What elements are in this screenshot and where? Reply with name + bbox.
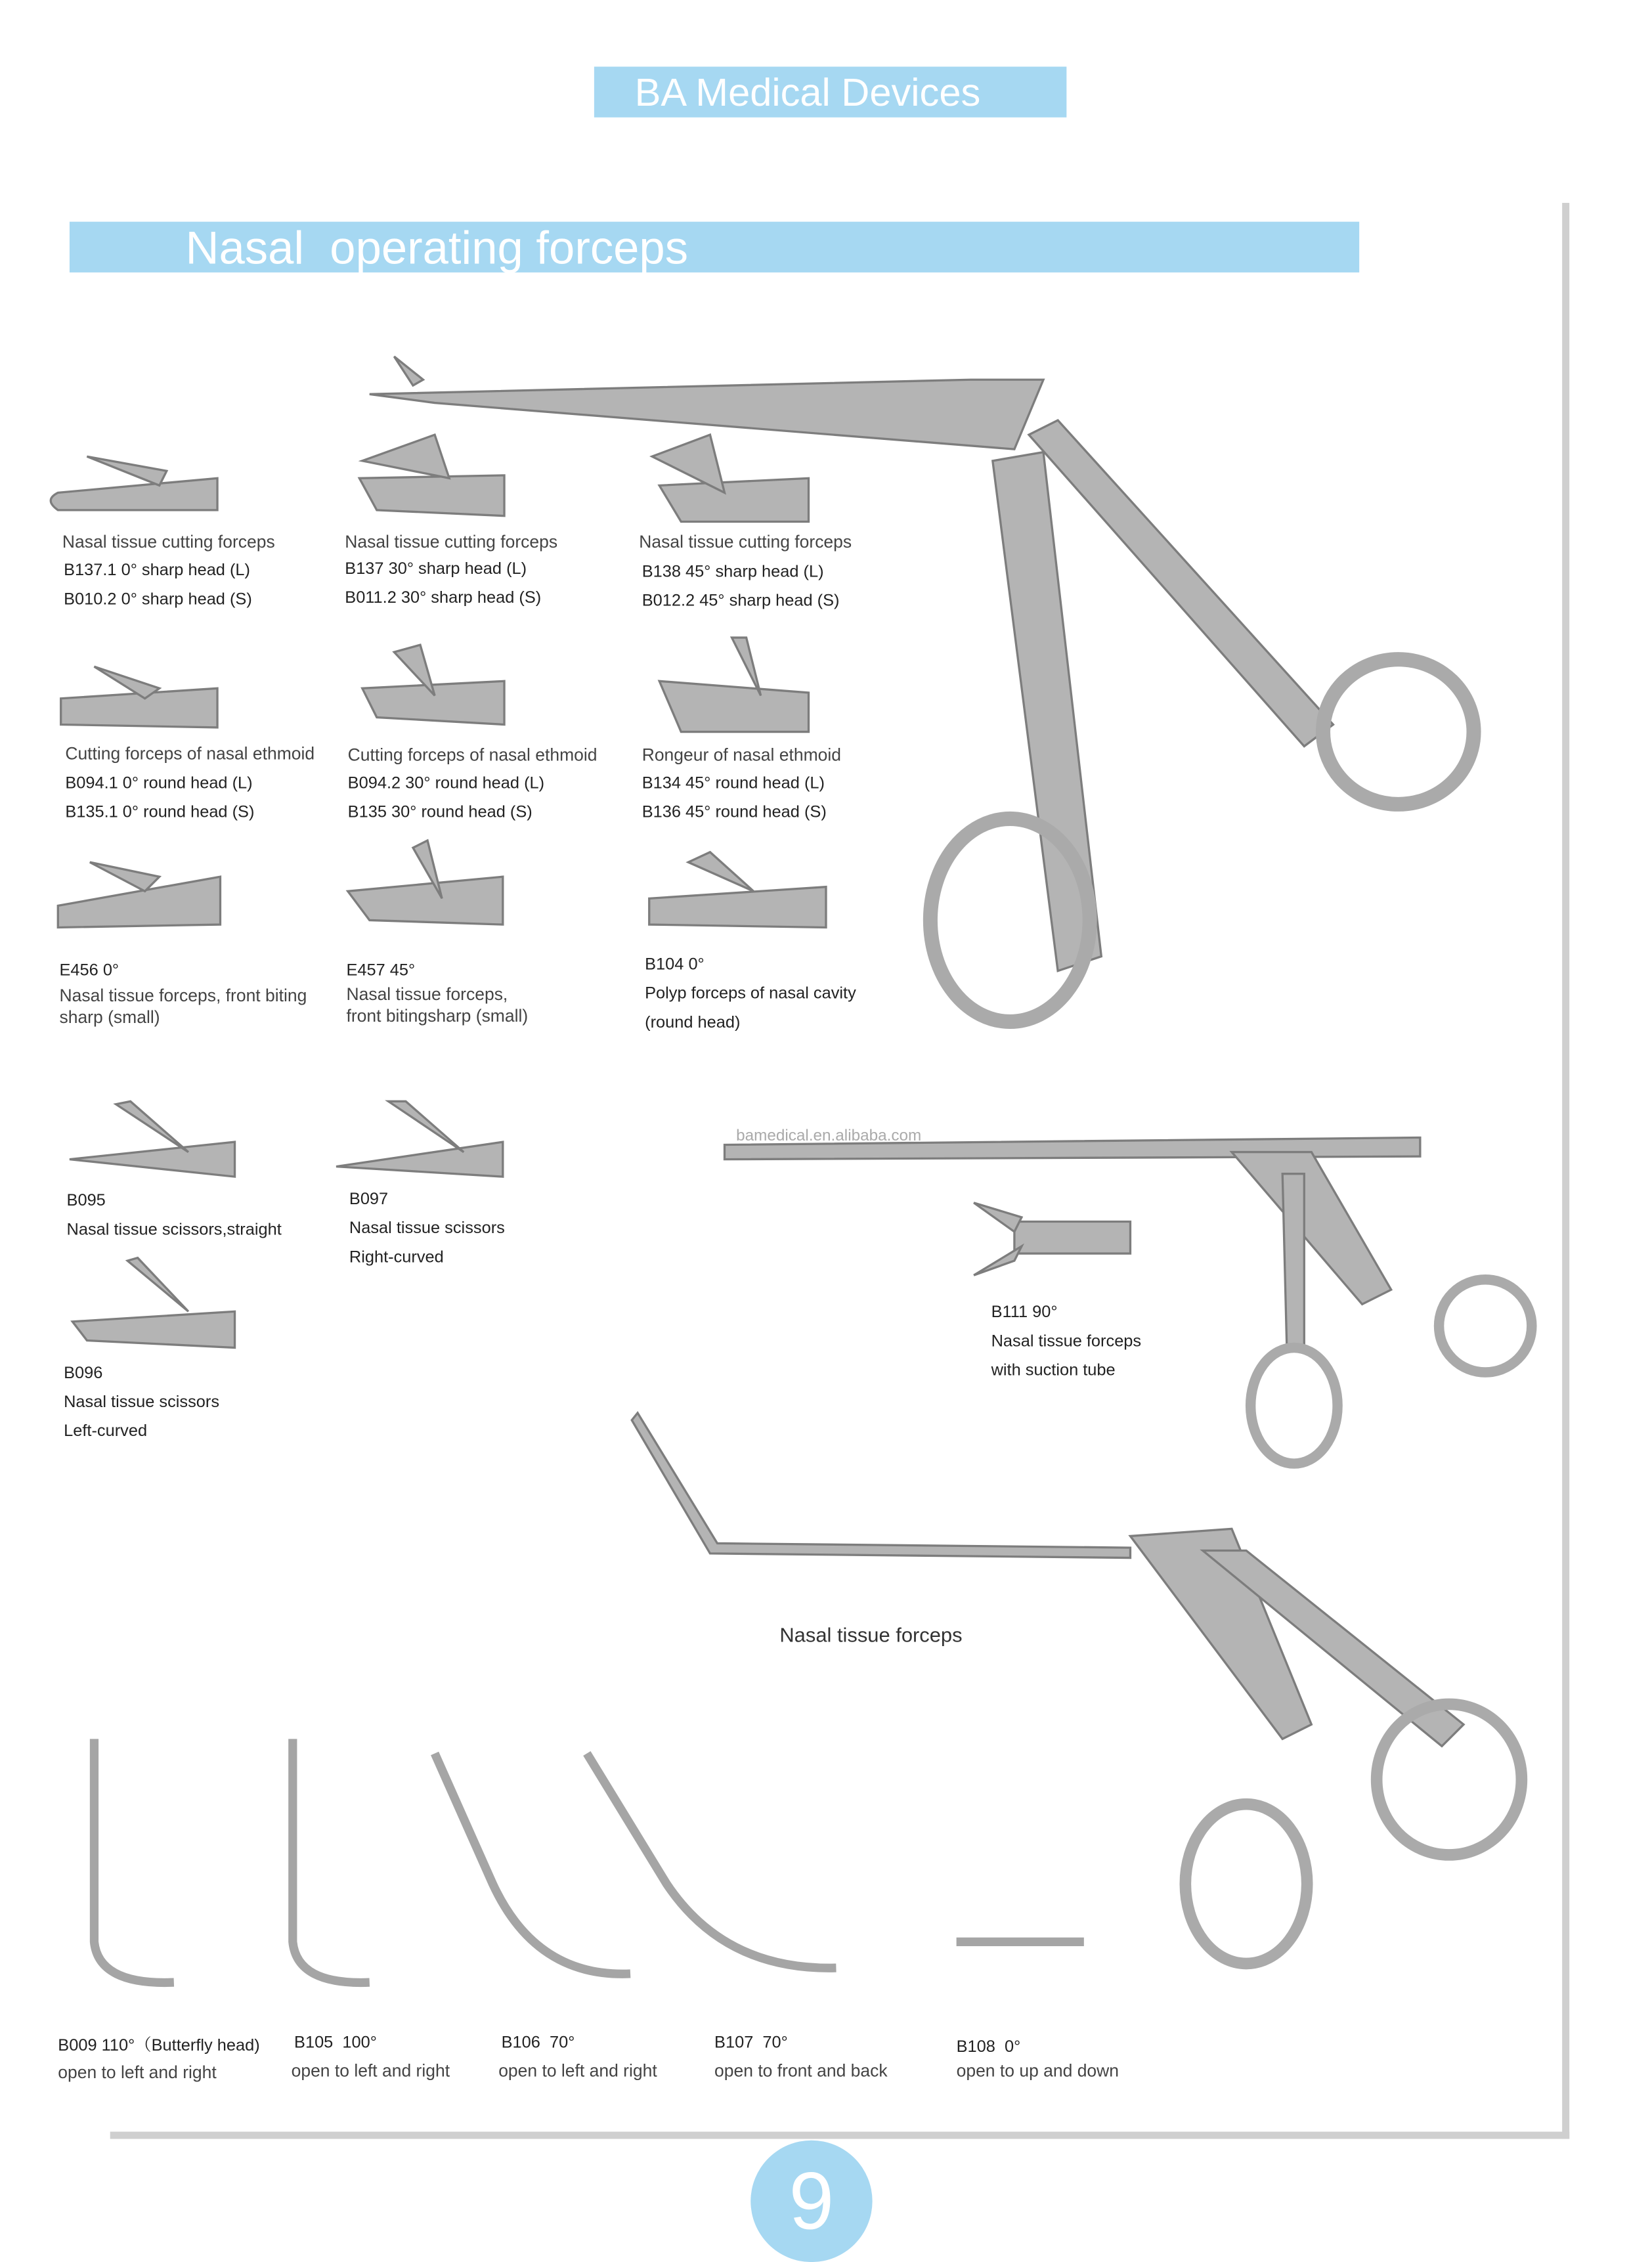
product-desc: open to left and right (291, 2060, 450, 2081)
product-code: B135.1 0° round head (S) (65, 804, 255, 822)
head-image-b138 (652, 435, 808, 521)
product-code: B137 30° sharp head (L) (345, 561, 527, 578)
product-desc: (round head) (645, 1014, 741, 1032)
product-desc: open to front and back (714, 2060, 888, 2081)
product-code: B108 0° (956, 2039, 1021, 2056)
product-code: B134 45° round head (L) (641, 775, 825, 793)
head-image-b107 (587, 1753, 837, 1968)
scissors-image-b097 (336, 1101, 503, 1177)
head-image-b137 (359, 435, 504, 516)
product-code: B095 (66, 1192, 106, 1210)
watermark: bamedical.en.alibaba.com (736, 1127, 922, 1145)
product-code: B094.1 0° round head (L) (65, 775, 253, 793)
product-code: B138 45° sharp head (L) (641, 563, 824, 582)
product-code: B136 45° round head (S) (641, 804, 827, 822)
product-desc: open to left and right (58, 2062, 217, 2083)
product-desc: Polyp forceps of nasal cavity (645, 985, 856, 1003)
product-code: B096 (64, 1364, 103, 1383)
product-title: Cutting forceps of nasal ethmoid (65, 743, 315, 764)
product-code: B111 90° (991, 1304, 1058, 1322)
product-desc: Nasal tissue scissors (64, 1394, 220, 1412)
product-desc: with suction tube (991, 1362, 1116, 1380)
head-image-e457 (348, 840, 503, 924)
product-code: B104 0° (645, 956, 705, 974)
product-code: B135 30° round head (S) (347, 804, 533, 822)
nasal-tissue-forceps-title: Nasal tissue forceps (779, 1622, 963, 1647)
product-code: B097 (349, 1191, 389, 1209)
product-desc: Left-curved (64, 1423, 148, 1441)
scissors-image-b096 (72, 1258, 234, 1348)
scissors-image-b095 (70, 1101, 235, 1177)
head-image-e456 (58, 862, 220, 927)
head-image-b134 (659, 638, 808, 731)
product-desc: open to up and down (956, 2060, 1119, 2081)
product-title: Rongeur of nasal ethmoid (641, 745, 841, 766)
page-number: 9 (750, 2141, 872, 2262)
head-image-b094-1 (61, 666, 217, 728)
section-title: Nasal operating forceps (185, 221, 689, 274)
head-image-b137-1 (51, 456, 217, 510)
large-forceps-image (370, 357, 1474, 1022)
product-code: E456 0° (59, 962, 120, 980)
product-title: Cutting forceps of nasal ethmoid (347, 745, 598, 766)
product-desc: sharp (small) (59, 1007, 160, 1028)
product-code: B012.2 45° sharp head (S) (641, 592, 840, 611)
product-desc: Nasal tissue forceps (991, 1333, 1142, 1351)
product-code: B009 110°（Butterfly head) (58, 2037, 260, 2055)
product-desc: Nasal tissue forceps, (346, 984, 508, 1005)
product-code: B137.1 0° sharp head (L) (64, 562, 251, 580)
head-image-b009 (94, 1739, 173, 1982)
product-code: B105 100° (294, 2034, 377, 2053)
product-code: B106 70° (501, 2034, 575, 2053)
product-code: B107 70° (714, 2034, 788, 2053)
product-code: B011.2 30° sharp head (S) (345, 590, 542, 607)
product-title: Nasal tissue cutting forceps (345, 531, 558, 552)
product-title: Nasal tissue cutting forceps (62, 531, 275, 552)
product-desc: front bitingsharp (small) (346, 1005, 529, 1026)
head-image-b104 (649, 852, 826, 928)
product-desc: Nasal tissue forceps, front biting (59, 985, 307, 1006)
head-image-b094-2 (362, 645, 504, 724)
head-image-b106 (435, 1753, 630, 1974)
product-desc: Nasal tissue scissors,straight (66, 1221, 282, 1239)
product-desc: open to left and right (498, 2060, 657, 2081)
product-title: Nasal tissue cutting forceps (639, 531, 852, 552)
brand-title: BA Medical Devices (634, 71, 981, 115)
suction-forceps-image (725, 1137, 1532, 1464)
product-code: B094.2 30° round head (L) (347, 775, 545, 793)
head-image-b105 (293, 1739, 370, 1982)
product-desc: Right-curved (349, 1249, 444, 1267)
angled-forceps-image (632, 1413, 1521, 1964)
product-desc: Nasal tissue scissors (349, 1220, 505, 1238)
product-code: B010.2 0° sharp head (S) (64, 591, 252, 609)
product-code: E457 45° (346, 962, 416, 980)
